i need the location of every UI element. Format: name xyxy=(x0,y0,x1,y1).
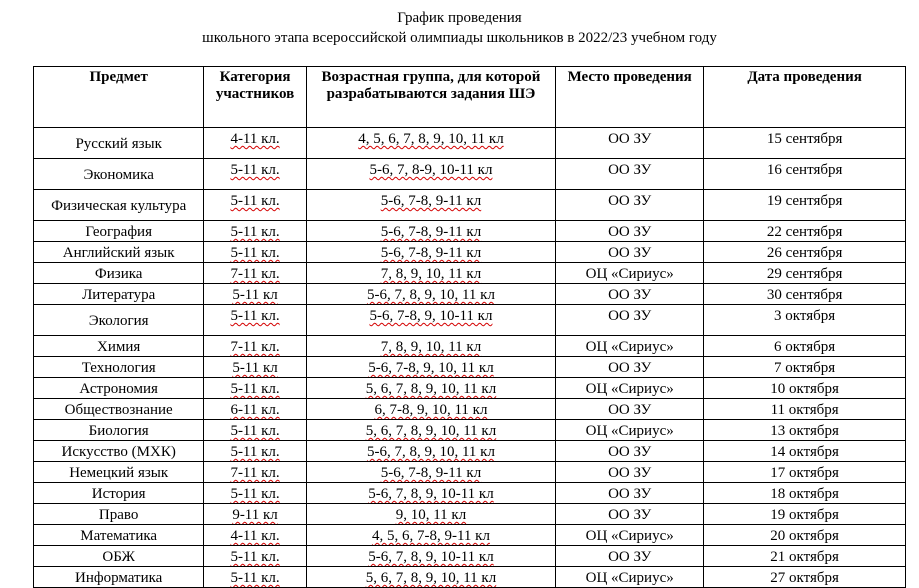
cell-place xyxy=(556,504,704,525)
cell-place-text: ОЦ «Сириус» xyxy=(585,381,674,397)
cell-date-text: 18 октября xyxy=(770,486,839,502)
cell-subject xyxy=(34,567,204,588)
cell-category xyxy=(204,441,306,462)
cell-date-text: 11 октября xyxy=(770,402,839,418)
cell-age-group-text: 7, 8, 9, 10, 11 кл xyxy=(380,266,482,282)
cell-subject xyxy=(34,263,204,284)
cell-subject xyxy=(34,159,204,190)
cell-category xyxy=(204,462,306,483)
table-row xyxy=(34,357,906,378)
cell-date-text: 16 сентября xyxy=(766,162,843,178)
olympiad-schedule-table xyxy=(33,66,906,588)
cell-category xyxy=(204,284,306,305)
cell-age-group xyxy=(306,462,555,483)
cell-age-group xyxy=(306,378,555,399)
table-row xyxy=(34,336,906,357)
column-header-place: Место проведения xyxy=(556,67,704,128)
cell-age-group xyxy=(306,546,555,567)
table-row xyxy=(34,567,906,588)
cell-category xyxy=(204,567,306,588)
cell-date xyxy=(704,567,906,588)
cell-date xyxy=(704,441,906,462)
cell-date xyxy=(704,190,906,221)
cell-subject xyxy=(34,441,204,462)
cell-category xyxy=(204,525,306,546)
cell-age-group xyxy=(306,567,555,588)
cell-category-text: 5-11 кл. xyxy=(230,193,280,209)
cell-subject-text: География xyxy=(85,224,152,240)
cell-date-text: 21 октября xyxy=(770,549,839,565)
cell-subject-text: Химия xyxy=(97,339,141,355)
cell-place-text: ОЦ «Сириус» xyxy=(585,339,674,355)
cell-place xyxy=(556,525,704,546)
cell-date xyxy=(704,242,906,263)
cell-category-text: 5-11 кл. xyxy=(230,308,280,324)
cell-subject xyxy=(34,546,204,567)
cell-date-text: 10 октября xyxy=(770,381,839,397)
cell-category-text: 5-11 кл. xyxy=(230,162,280,178)
cell-subject xyxy=(34,128,204,159)
document-title: График проведения xyxy=(397,10,522,26)
cell-place-text: ОО ЗУ xyxy=(608,308,652,324)
cell-category xyxy=(204,263,306,284)
cell-date-text: 29 сентября xyxy=(766,266,843,282)
cell-category xyxy=(204,190,306,221)
cell-date xyxy=(704,462,906,483)
cell-place-text: ОО ЗУ xyxy=(608,402,652,418)
cell-date-text: 26 сентября xyxy=(766,245,843,261)
cell-date xyxy=(704,336,906,357)
cell-subject xyxy=(34,399,204,420)
cell-category-text: 5-11 кл. xyxy=(230,486,280,502)
table-row xyxy=(34,399,906,420)
cell-date-text: 22 сентября xyxy=(766,224,843,240)
cell-age-group-text: 5-6, 7-8, 9-11 кл xyxy=(380,193,482,209)
cell-date xyxy=(704,305,906,336)
table-row xyxy=(34,221,906,242)
cell-place xyxy=(556,159,704,190)
cell-category xyxy=(204,420,306,441)
cell-place xyxy=(556,357,704,378)
cell-subject xyxy=(34,284,204,305)
cell-date-text: 20 октября xyxy=(770,528,839,544)
cell-date xyxy=(704,420,906,441)
cell-subject xyxy=(34,357,204,378)
table-row xyxy=(34,483,906,504)
cell-place xyxy=(556,190,704,221)
table-row xyxy=(34,462,906,483)
cell-place-text: ОО ЗУ xyxy=(608,549,652,565)
cell-place xyxy=(556,263,704,284)
cell-category-text: 5-11 кл xyxy=(232,287,278,303)
cell-age-group-text: 5-6, 7-8, 9-11 кл xyxy=(380,245,482,261)
table-row xyxy=(34,190,906,221)
cell-category-text: 5-11 кл. xyxy=(230,245,280,261)
cell-category-text: 4-11 кл. xyxy=(230,131,280,147)
cell-date xyxy=(704,159,906,190)
table-row xyxy=(34,284,906,305)
cell-category xyxy=(204,483,306,504)
cell-age-group-text: 5-6, 7, 8, 9, 10, 11 кл xyxy=(366,444,495,460)
cell-category xyxy=(204,305,306,336)
cell-category xyxy=(204,128,306,159)
cell-category-text: 7-11 кл. xyxy=(230,266,280,282)
cell-age-group xyxy=(306,483,555,504)
cell-category-text: 5-11 кл. xyxy=(230,444,280,460)
cell-subject-text: Русский язык xyxy=(75,136,162,152)
table-row xyxy=(34,504,906,525)
cell-subject-text: Искусство (МХК) xyxy=(61,444,176,460)
cell-place-text: ОО ЗУ xyxy=(608,507,652,523)
cell-age-group xyxy=(306,305,555,336)
cell-age-group-text: 5-6, 7-8, 9-11 кл xyxy=(380,224,482,240)
table-row xyxy=(34,525,906,546)
cell-age-group-text: 7, 8, 9, 10, 11 кл xyxy=(380,339,482,355)
cell-age-group-text: 5-6, 7-8, 9-11 кл xyxy=(380,465,482,481)
cell-place-text: ОО ЗУ xyxy=(608,162,652,178)
cell-place-text: ОО ЗУ xyxy=(608,465,652,481)
cell-age-group xyxy=(306,399,555,420)
cell-place-text: ОЦ «Сириус» xyxy=(585,528,674,544)
cell-date-text: 13 октября xyxy=(770,423,839,439)
cell-date xyxy=(704,221,906,242)
cell-place xyxy=(556,336,704,357)
table-row xyxy=(34,128,906,159)
cell-place xyxy=(556,378,704,399)
cell-category xyxy=(204,504,306,525)
cell-category-text: 5-11 кл. xyxy=(230,549,280,565)
cell-subject xyxy=(34,336,204,357)
cell-category-text: 5-11 кл. xyxy=(230,423,280,439)
cell-date-text: 17 октября xyxy=(770,465,839,481)
cell-place-text: ОО ЗУ xyxy=(608,245,652,261)
cell-date-text: 14 октября xyxy=(770,444,839,460)
cell-category xyxy=(204,242,306,263)
cell-place-text: ОО ЗУ xyxy=(608,486,652,502)
cell-subject xyxy=(34,190,204,221)
cell-date xyxy=(704,483,906,504)
column-header-age-group: Возрастная группа, для которой разрабатываются задания ШЭ xyxy=(306,67,555,128)
cell-age-group-text: 5-6, 7, 8, 9, 10-11 кл xyxy=(368,486,494,502)
cell-age-group-text: 5, 6, 7, 8, 9, 10, 11 кл xyxy=(365,570,497,586)
cell-category-text: 7-11 кл. xyxy=(230,339,280,355)
cell-subject xyxy=(34,378,204,399)
cell-subject xyxy=(34,242,204,263)
cell-age-group xyxy=(306,441,555,462)
cell-subject xyxy=(34,483,204,504)
cell-subject-text: Обществознание xyxy=(64,402,173,418)
cell-place-text: ОЦ «Сириус» xyxy=(585,423,674,439)
cell-date-text: 6 октября xyxy=(774,339,836,355)
cell-category xyxy=(204,159,306,190)
cell-subject xyxy=(34,525,204,546)
cell-place-text: ОЦ «Сириус» xyxy=(585,570,674,586)
cell-date-text: 27 октября xyxy=(770,570,839,586)
cell-subject-text: Экономика xyxy=(83,167,154,183)
cell-date xyxy=(704,357,906,378)
cell-place xyxy=(556,284,704,305)
cell-category xyxy=(204,546,306,567)
cell-date-text: 3 октября xyxy=(774,308,836,324)
cell-category-text: 5-11 кл. xyxy=(230,381,280,397)
cell-age-group xyxy=(306,504,555,525)
cell-age-group-text: 4, 5, 6, 7, 8, 9, 10, 11 кл xyxy=(358,131,504,147)
cell-age-group xyxy=(306,284,555,305)
cell-place-text: ОО ЗУ xyxy=(608,444,652,460)
cell-place xyxy=(556,546,704,567)
cell-place xyxy=(556,462,704,483)
cell-place xyxy=(556,305,704,336)
cell-subject-text: Немецкий язык xyxy=(69,465,169,481)
cell-age-group-text: 5-6, 7, 8-9, 10-11 кл xyxy=(369,162,493,178)
cell-age-group xyxy=(306,420,555,441)
cell-category xyxy=(204,378,306,399)
cell-category-text: 6-11 кл. xyxy=(230,402,280,418)
cell-age-group-text: 5-6, 7-8, 9, 10, 11 кл xyxy=(368,360,494,376)
column-header-category: Категория участников xyxy=(204,67,306,128)
cell-place-text: ОО ЗУ xyxy=(608,131,652,147)
cell-category-text: 7-11 кл. xyxy=(230,465,280,481)
cell-date-text: 15 сентября xyxy=(766,131,843,147)
cell-subject-text: Экология xyxy=(88,313,149,329)
cell-subject-text: ОБЖ xyxy=(102,549,135,565)
table-row xyxy=(34,420,906,441)
cell-date xyxy=(704,525,906,546)
cell-age-group-text: 6, 7-8, 9, 10, 11 кл xyxy=(374,402,488,418)
table-row xyxy=(34,159,906,190)
cell-place xyxy=(556,567,704,588)
table-row xyxy=(34,305,906,336)
cell-age-group xyxy=(306,242,555,263)
cell-subject xyxy=(34,221,204,242)
document-subtitle: школьного этапа всероссийской олимпиады школьников в 2022/23 учебном году xyxy=(202,30,717,46)
cell-subject-text: История xyxy=(91,486,146,502)
cell-subject-text: Математика xyxy=(80,528,158,544)
cell-subject xyxy=(34,305,204,336)
cell-subject-text: Физика xyxy=(94,266,143,282)
table-row xyxy=(34,441,906,462)
cell-subject xyxy=(34,462,204,483)
cell-age-group-text: 5-6, 7, 8, 9, 10-11 кл xyxy=(368,549,494,565)
cell-date-text: 7 октября xyxy=(774,360,836,376)
cell-category-text: 5-11 кл. xyxy=(230,224,280,240)
cell-subject-text: Право xyxy=(98,507,139,523)
cell-date-text: 19 сентября xyxy=(766,193,843,209)
cell-age-group xyxy=(306,525,555,546)
cell-age-group xyxy=(306,263,555,284)
cell-subject-text: Литература xyxy=(82,287,156,303)
cell-date xyxy=(704,399,906,420)
cell-category xyxy=(204,399,306,420)
cell-age-group xyxy=(306,159,555,190)
cell-date xyxy=(704,546,906,567)
cell-place xyxy=(556,242,704,263)
cell-place-text: ОО ЗУ xyxy=(608,287,652,303)
cell-date-text: 19 октября xyxy=(770,507,839,523)
cell-age-group-text: 5-6, 7, 8, 9, 10, 11 кл xyxy=(366,287,495,303)
cell-place-text: ОО ЗУ xyxy=(608,224,652,240)
cell-place xyxy=(556,441,704,462)
cell-subject-text: Технология xyxy=(81,360,156,376)
table-row xyxy=(34,242,906,263)
cell-age-group xyxy=(306,336,555,357)
cell-subject-text: Физическая культура xyxy=(51,198,187,214)
cell-age-group xyxy=(306,128,555,159)
cell-subject-text: Английский язык xyxy=(62,245,175,261)
cell-subject-text: Биология xyxy=(88,423,149,439)
table-row xyxy=(34,378,906,399)
cell-subject-text: Астрономия xyxy=(79,381,158,397)
cell-place xyxy=(556,399,704,420)
cell-category xyxy=(204,221,306,242)
column-header-subject: Предмет xyxy=(34,67,204,128)
cell-category-text: 5-11 кл. xyxy=(230,570,280,586)
cell-age-group-text: 4, 5, 6, 7-8, 9-11 кл xyxy=(371,528,490,544)
cell-place-text: ОО ЗУ xyxy=(608,193,652,209)
cell-place xyxy=(556,420,704,441)
cell-subject xyxy=(34,504,204,525)
cell-place xyxy=(556,128,704,159)
column-header-date: Дата проведения xyxy=(704,67,906,128)
cell-age-group-text: 9, 10, 11 кл xyxy=(395,507,467,523)
cell-place xyxy=(556,483,704,504)
cell-place-text: ОО ЗУ xyxy=(608,360,652,376)
cell-category xyxy=(204,357,306,378)
cell-date xyxy=(704,504,906,525)
cell-age-group xyxy=(306,190,555,221)
cell-date xyxy=(704,378,906,399)
cell-age-group xyxy=(306,357,555,378)
cell-category-text: 4-11 кл. xyxy=(230,528,280,544)
cell-date xyxy=(704,284,906,305)
cell-category xyxy=(204,336,306,357)
cell-place-text: ОЦ «Сириус» xyxy=(585,266,674,282)
table-row xyxy=(34,263,906,284)
cell-age-group-text: 5-6, 7-8, 9, 10-11 кл xyxy=(369,308,493,324)
cell-subject-text: Информатика xyxy=(75,570,163,586)
cell-category-text: 5-11 кл xyxy=(232,360,278,376)
cell-category-text: 9-11 кл xyxy=(232,507,278,523)
cell-age-group xyxy=(306,221,555,242)
cell-age-group-text: 5, 6, 7, 8, 9, 10, 11 кл xyxy=(365,381,497,397)
table-header-row xyxy=(34,67,906,128)
table-body xyxy=(34,128,906,588)
cell-date xyxy=(704,263,906,284)
cell-date xyxy=(704,128,906,159)
cell-age-group-text: 5, 6, 7, 8, 9, 10, 11 кл xyxy=(365,423,497,439)
cell-date-text: 30 сентября xyxy=(766,287,843,303)
table-row xyxy=(34,546,906,567)
cell-subject xyxy=(34,420,204,441)
cell-place xyxy=(556,221,704,242)
